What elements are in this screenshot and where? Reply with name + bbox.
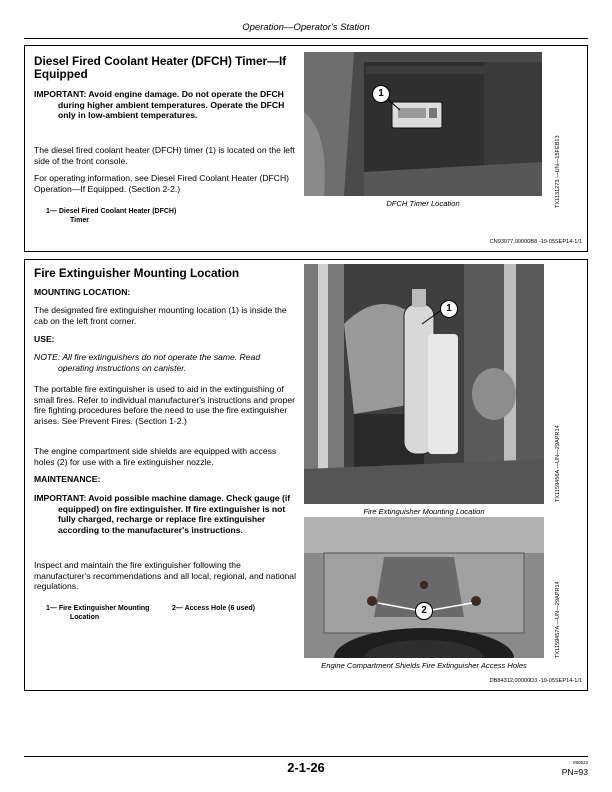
dfch-photo-illustration bbox=[304, 52, 542, 196]
para-use-2: The engine compartment side shields are equipped with access holes (2) for use with a fire extinguisher nozzle. bbox=[34, 446, 277, 467]
print-number: PN=93 bbox=[561, 767, 588, 777]
section-title-dfch: Diesel Fired Coolant Heater (DFCH) Timer—If Equipped bbox=[34, 54, 287, 81]
para-use-1: The portable fire extinguisher is used to aid in the extinguishing of small fires. Refer to individual manufacturer's instructions and proper fire fighting procedures before the need to use the fire extinguisher arises. See Prevent Fires. (Section 1-2.) bbox=[34, 384, 296, 426]
para-mounting: The designated fire extinguisher mounting location (1) is inside the cab on the left front corner. bbox=[34, 305, 287, 326]
engine-compartment-illustration bbox=[304, 517, 544, 658]
note-use: NOTE: All fire extinguishers do not operate the same. Read operating instructions on canister. bbox=[34, 352, 261, 373]
callout-1-fire-extinguisher: 1 bbox=[440, 300, 458, 318]
important-fire-extinguisher: IMPORTANT: Avoid possible machine damage. Check gauge (if equipped) on fire extinguisher. If fire extinguisher is not fully charged, recharge or replace fire extinguisher according to the manufacturer's instructions. bbox=[34, 493, 291, 535]
section-title-fire-extinguisher: Fire Extinguisher Mounting Location bbox=[34, 266, 240, 280]
callout-1-dfch: 1 bbox=[372, 85, 390, 103]
footer-code: 090523 bbox=[572, 760, 588, 765]
dfch-image-id: TX1131273 —UN—15FEB13 bbox=[555, 135, 561, 208]
footer-rule bbox=[24, 756, 588, 757]
engine-compartment-caption: Engine Compartment Shields Fire Extinguisher Access Holes bbox=[321, 661, 527, 670]
heading-use: USE: bbox=[34, 334, 55, 344]
engine-compartment-photo bbox=[304, 517, 544, 658]
page-header: Operation—Operator's Station bbox=[242, 22, 370, 33]
legend-dfch: 1— Diesel Fired Coolant Heater (DFCH) Timer bbox=[46, 208, 177, 224]
legend-access-hole: 2— Access Hole (6 used) bbox=[172, 605, 255, 612]
heading-maintenance: MAINTENANCE: bbox=[34, 474, 101, 484]
fire-extinguisher-illustration bbox=[304, 264, 544, 504]
para-maintenance: Inspect and maintain the fire extinguisher following the manufacturer's recommendations and all local, regional, and national regulations. bbox=[34, 560, 296, 592]
callout-2-access-hole: 2 bbox=[415, 602, 433, 620]
fire-extinguisher-reference: DB84312,00000D3 -19-05SEP14-1/1 bbox=[489, 678, 582, 684]
dfch-reference: CN93077,00000B8 -19-05SEP14-1/1 bbox=[489, 239, 582, 245]
header-rule bbox=[24, 38, 588, 39]
dfch-image-caption: DFCH Timer Location bbox=[386, 199, 460, 208]
para-dfch-operation: For operating information, see Diesel Fired Coolant Heater (DFCH) Operation—If Equipped. (Section 2-2.) bbox=[34, 173, 290, 194]
engine-compartment-image-id: TX1159457A —UN—29APR14 bbox=[555, 581, 561, 658]
page-number: 2-1-26 bbox=[287, 760, 325, 775]
fire-extinguisher-photo bbox=[304, 264, 544, 504]
legend-fire-extinguisher-mounting: 1— Fire Extinguisher Mounting Location bbox=[46, 605, 150, 621]
para-dfch-location: The diesel fired coolant heater (DFCH) timer (1) is located on the left side of the front console. bbox=[34, 145, 295, 166]
dfch-timer-photo bbox=[304, 52, 542, 196]
fire-extinguisher-caption: Fire Extinguisher Mounting Location bbox=[363, 507, 485, 516]
fire-extinguisher-image-id: TX1159456A —UN—29APR14 bbox=[555, 425, 561, 502]
important-dfch: IMPORTANT: Avoid engine damage. Do not operate the DFCH during higher ambient temperatures. Operate the DFCH only in low-ambient temperatures. bbox=[34, 89, 285, 121]
heading-mounting: MOUNTING LOCATION: bbox=[34, 287, 131, 297]
